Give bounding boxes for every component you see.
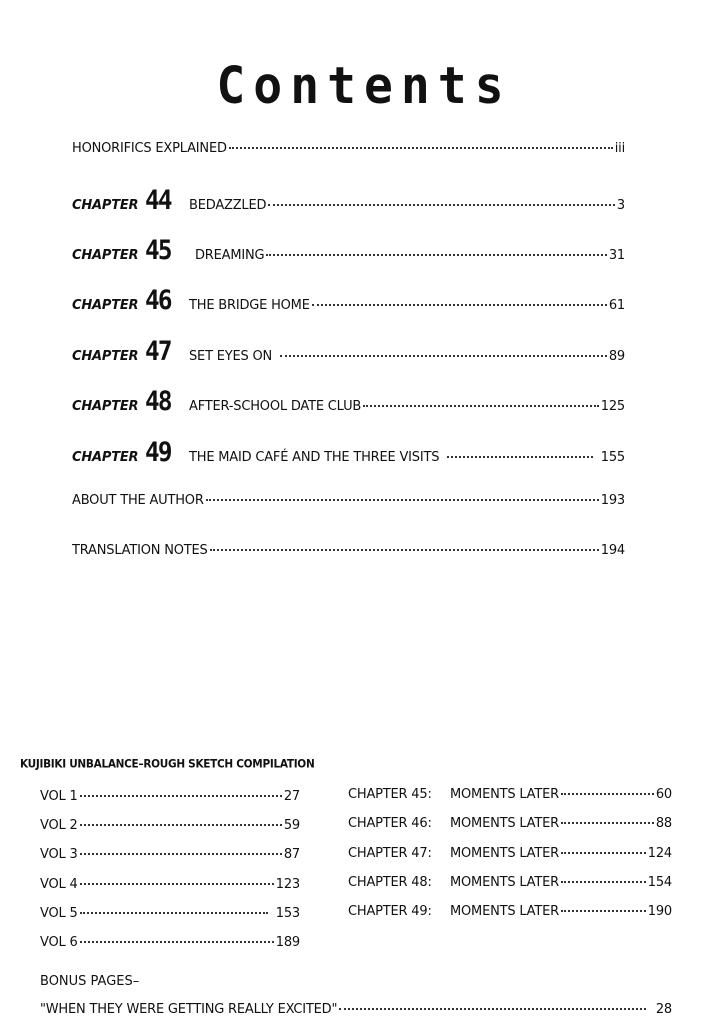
chapter-number: 44 — [145, 185, 171, 216]
entry-label: THE MAID CAFÉ AND THE THREE VISITS — [189, 450, 440, 465]
entry-label: VOL 5 — [40, 906, 78, 921]
entry-page: 155 — [600, 450, 625, 465]
entry-page: 123 — [275, 877, 300, 892]
chapter-number: 46 — [145, 285, 171, 316]
dot-leader — [80, 883, 274, 885]
toc-entry-chapter-47[interactable] — [72, 336, 625, 367]
dot-leader — [206, 499, 599, 501]
entry-label: THE BRIDGE HOME — [189, 298, 310, 313]
dot-leader — [80, 853, 282, 855]
chapter-label: CHAPTER 46: — [348, 816, 432, 831]
entry-page: iii — [614, 141, 625, 156]
entry-label: MOMENTS LATER — [450, 787, 559, 802]
entry-label: BEDAZZLED — [189, 198, 267, 213]
chapter-word: CHAPTER — [72, 349, 139, 364]
dot-leader — [80, 795, 282, 797]
bonus-pages-heading: BONUS PAGES– — [40, 974, 140, 989]
chapter-number: 49 — [145, 437, 171, 468]
entry-page: 31 — [608, 248, 625, 263]
entry-label: VOL 1 — [40, 789, 78, 804]
toc-entry-translation-notes[interactable] — [72, 543, 625, 558]
sketch-volume-entry[interactable] — [40, 935, 300, 950]
chapter-label: CHAPTER 47: — [348, 846, 432, 861]
sketch-volume-entry[interactable] — [40, 818, 300, 833]
dot-leader — [268, 204, 615, 206]
sketch-chapter-entry[interactable] — [348, 846, 672, 861]
toc-entry-chapter-49[interactable] — [72, 437, 625, 468]
sketch-chapter-entry[interactable] — [348, 875, 672, 890]
entry-page: 88 — [655, 816, 672, 831]
entry-label: MOMENTS LATER — [450, 875, 559, 890]
dot-leader — [561, 793, 654, 795]
dot-leader — [561, 822, 654, 824]
sketch-volume-entry[interactable] — [40, 847, 300, 862]
toc-entry-chapter-46[interactable] — [72, 285, 625, 316]
dot-leader — [80, 941, 274, 943]
entry-page: 27 — [283, 789, 300, 804]
entry-page: 189 — [275, 935, 300, 950]
toc-entry-honorifics[interactable] — [72, 141, 625, 156]
entry-label: MOMENTS LATER — [450, 846, 559, 861]
entry-page: 89 — [608, 349, 625, 364]
sketch-volume-entry[interactable] — [40, 877, 300, 892]
entry-page: 59 — [283, 818, 300, 833]
toc-entry-chapter-48[interactable] — [72, 386, 625, 417]
bonus-entry[interactable] — [40, 1002, 672, 1017]
entry-page: 193 — [600, 493, 625, 508]
chapter-word: CHAPTER — [72, 298, 139, 313]
dot-leader — [339, 1008, 646, 1010]
entry-label: MOMENTS LATER — [450, 816, 559, 831]
dot-leader — [229, 147, 613, 149]
chapter-label: CHAPTER 45: — [348, 787, 432, 802]
sketch-volume-entry[interactable] — [40, 906, 300, 921]
dot-leader — [210, 549, 599, 551]
entry-page: 190 — [647, 904, 672, 919]
chapter-label: CHAPTER 48: — [348, 875, 432, 890]
dot-leader — [363, 405, 599, 407]
dot-leader — [280, 355, 607, 357]
dot-leader — [561, 881, 646, 883]
entry-label: MOMENTS LATER — [450, 904, 559, 919]
entry-page: 61 — [608, 298, 625, 313]
entry-label: VOL 4 — [40, 877, 78, 892]
page-title: Contents — [216, 56, 512, 116]
dot-leader — [80, 912, 268, 914]
chapter-number: 45 — [145, 235, 171, 266]
toc-entry-chapter-45[interactable] — [72, 235, 625, 266]
toc-entry-chapter-44[interactable] — [72, 185, 625, 216]
sketch-section-heading: KUJIBIKI UNBALANCE–ROUGH SKETCH COMPILATION — [20, 757, 315, 771]
chapter-word: CHAPTER — [72, 198, 139, 213]
entry-label: VOL 6 — [40, 935, 78, 950]
entry-label: VOL 2 — [40, 818, 78, 833]
entry-label: DREAMING — [195, 248, 265, 263]
dot-leader — [312, 304, 607, 306]
dot-leader — [266, 254, 606, 256]
dot-leader — [561, 852, 646, 854]
chapter-number: 47 — [145, 336, 171, 367]
chapter-word: CHAPTER — [72, 248, 139, 263]
entry-label: TRANSLATION NOTES — [72, 543, 208, 558]
chapter-number: 48 — [145, 386, 171, 417]
sketch-volume-entry[interactable] — [40, 789, 300, 804]
sketch-chapter-entry[interactable] — [348, 904, 672, 919]
dot-leader — [80, 824, 282, 826]
entry-page: 124 — [647, 846, 672, 861]
entry-page: 3 — [616, 198, 625, 213]
chapter-label: CHAPTER 49: — [348, 904, 432, 919]
entry-label: VOL 3 — [40, 847, 78, 862]
entry-page: 28 — [655, 1002, 672, 1017]
dot-leader — [561, 910, 646, 912]
entry-page: 87 — [283, 847, 300, 862]
sketch-chapter-entry[interactable] — [348, 787, 672, 802]
entry-page: 194 — [600, 543, 625, 558]
sketch-chapter-entry[interactable] — [348, 816, 672, 831]
entry-page: 60 — [655, 787, 672, 802]
entry-label: AFTER-SCHOOL DATE CLUB — [189, 399, 362, 414]
entry-page: 153 — [275, 906, 300, 921]
toc-entry-about-author[interactable] — [72, 493, 625, 508]
entry-label: "WHEN THEY WERE GETTING REALLY EXCITED" — [40, 1002, 338, 1017]
entry-label: SET EYES ON — [189, 349, 273, 364]
entry-label: ABOUT THE AUTHOR — [72, 493, 204, 508]
chapter-word: CHAPTER — [72, 399, 139, 414]
dot-leader — [447, 456, 593, 458]
entry-page: 125 — [600, 399, 625, 414]
entry-page: 154 — [647, 875, 672, 890]
chapter-word: CHAPTER — [72, 450, 139, 465]
entry-label: HONORIFICS EXPLAINED — [72, 141, 227, 156]
